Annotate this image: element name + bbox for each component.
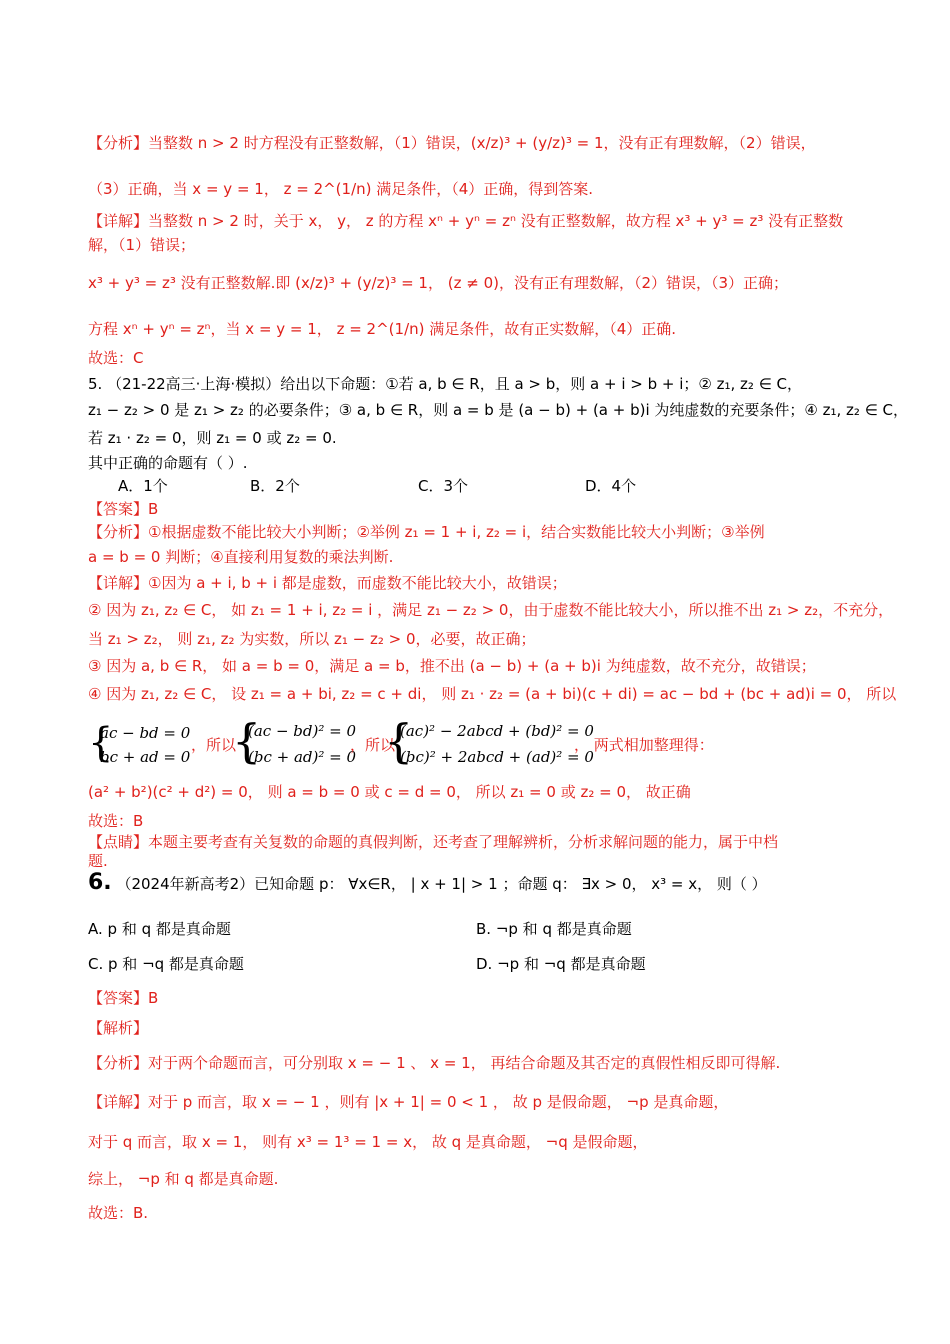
q6-option-a: A. p 和 q 都是真命题 [88, 920, 231, 938]
q6-detail-line1: 【详解】对于 p 而言，取 x = − 1 ，则有 |x + 1| = 0 < 1 ， 故 p 是假命题， ¬p 是真命题， [88, 1093, 729, 1111]
q4-detail-line4: 方程 xⁿ + yⁿ = zⁿ，当 x = y = 1， z = 2^(1/n) 满足条件，故有正实数解，（4）正确. [88, 320, 677, 338]
q6-detail-line2: 对于 q 而言，取 x = 1， 则有 x³ = 1³ = 1 = x， 故 q 是真命题， ¬q 是假命题， [88, 1133, 648, 1151]
q6-answer: 【答案】B [88, 989, 159, 1007]
q4-detail-line2: 解，（1）错误； [88, 236, 196, 254]
system1-eq-b: bc + ad = 0 [100, 748, 191, 766]
q6-analysis: 【分析】对于两个命题而言，可分别取 x = − 1 、 x = 1， 再结合命题及其否定的真假性相反即可得解. [88, 1054, 781, 1072]
system-connector-1: ，所以 [191, 736, 237, 754]
q5-option-a: A．1个 [118, 477, 168, 495]
q6-number: 6. [88, 870, 112, 895]
q5-stem-line3: 若 z₁ · z₂ = 0，则 z₁ = 0 或 z₂ = 0. [88, 429, 337, 447]
q4-analysis-line1: 【分析】当整数 n > 2 时方程没有正整数解，（1）错误，(x/z)³ + (y/z)³ = 1，没有正有理数解，（2）错误， [88, 134, 816, 152]
system3-eq-b: (bc)² + 2abcd + (ad)² = 0 [400, 748, 594, 766]
q5-detail-line2: ② 因为 z₁, z₂ ∈ C， 如 z₁ = 1 + i, z₂ = i ，满足 z₁ − z₂ > 0，由于虚数不能比较大小，所以推不出 z₁ > z₂，不充分， [88, 601, 894, 619]
q5-stem-line1: 5. （21-22高三·上海·模拟）给出以下命题：①若 a, b ∈ R，且 a > b，则 a + i > b + i；② z₁, z₂ ∈ C， [88, 375, 803, 393]
q6-option-b: B. ¬p 和 q 都是真命题 [476, 920, 632, 938]
system-connector-2: ，所以 [350, 736, 396, 754]
q5-detail-line4: ③ 因为 a, b ∈ R， 如 a = b = 0，满足 a = b，推不出 (a − b) + (a + b)i 为纯虚数，故不充分，故错误； [88, 657, 816, 675]
q5-detail-line3: 当 z₁ > z₂， 则 z₁, z₂ 为实数，所以 z₁ − z₂ > 0，必要，故正确； [88, 630, 536, 648]
q6-option-d: D. ¬p 和 ¬q 都是真命题 [476, 955, 646, 973]
q6-choose: 故选：B. [88, 1204, 149, 1222]
q5-option-b: B．2个 [250, 477, 300, 495]
q4-analysis-line2: （3）正确，当 x = y = 1， z = 2^(1/n) 满足条件，（4）正确，得到答案. [88, 180, 594, 198]
q5-comment-line2: 题. [88, 852, 108, 870]
brace-2: { [232, 714, 262, 768]
q5-analysis-line1: 【分析】①根据虚数不能比较大小判断；②举例 z₁ = 1 + i, z₂ = i，结合实数能比较大小判断；③举例 [88, 523, 765, 541]
q5-detail-line6: (a² + b²)(c² + d²) = 0， 则 a = b = 0 或 c = d = 0， 所以 z₁ = 0 或 z₂ = 0， 故正确 [88, 783, 691, 801]
system1-eq-a: ac − bd = 0 [100, 724, 191, 742]
system2-eq-b: (bc + ad)² = 0 [248, 748, 357, 766]
q5-detail-line1: 【详解】①因为 a + i, b + i 都是虚数，而虚数不能比较大小，故错误； [88, 574, 567, 592]
q4-choose: 故选：C [88, 349, 144, 367]
brace-1: { [88, 720, 114, 766]
q5-detail-line5: ④ 因为 z₁, z₂ ∈ C， 设 z₁ = a + bi, z₂ = c + di， 则 z₁ · z₂ = (a + bi)(c + di) = ac − bd + (bc + ad)i = 0， 所以 [88, 685, 897, 703]
q5-analysis-line2: a = b = 0 判断；④直接利用复数的乘法判断. [88, 548, 394, 566]
q5-comment-line1: 【点睛】本题主要考查有关复数的命题的真假判断，还考查了理解辨析，分析求解问题的能力，属于中档 [88, 833, 779, 851]
q6-option-c: C. p 和 ¬q 都是真命题 [88, 955, 244, 973]
q5-choose: 故选：B [88, 812, 144, 830]
q5-option-c: C．3个 [418, 477, 469, 495]
system2-eq-a: (ac − bd)² = 0 [248, 722, 357, 740]
brace-3: { [384, 714, 414, 768]
q5-stem-line4: 其中正确的命题有（ ）. [88, 454, 248, 472]
q6-jiexi: 【解析】 [88, 1019, 149, 1037]
q5-answer: 【答案】B [88, 500, 159, 518]
system3-eq-a: (ac)² − 2abcd + (bd)² = 0 [400, 722, 594, 740]
q4-detail-line1: 【详解】当整数 n > 2 时，关于 x， y， z 的方程 xⁿ + yⁿ = zⁿ 没有正整数解，故方程 x³ + y³ = z³ 没有正整数 [88, 212, 844, 230]
q6-detail-line3: 综上， ¬p 和 q 都是真命题. [88, 1170, 279, 1188]
q6-stem-line [88, 872, 890, 895]
q6-stem: （2024年新高考2）已知命题 p： ∀x∈R， | x + 1| > 1 ；命题 q： ∃x > 0， x³ = x， 则（ ） [116, 875, 767, 893]
q5-stem-line2: z₁ − z₂ > 0 是 z₁ > z₂ 的必要条件；③ a, b ∈ R，则 a = b 是 (a − b) + (a + b)i 为纯虚数的充要条件；④ z₁, z₂ ∈ C， [88, 401, 909, 419]
q4-detail-line3: x³ + y³ = z³ 没有正整数解.即 (x/z)³ + (y/z)³ = 1， (z ≠ 0)，没有正有理数解，（2）错误，（3）正确； [88, 274, 789, 292]
q5-option-d: D．4个 [585, 477, 637, 495]
system-connector-3: ， 两式相加整理得： [574, 736, 714, 754]
q5-equation-systems [88, 714, 888, 770]
